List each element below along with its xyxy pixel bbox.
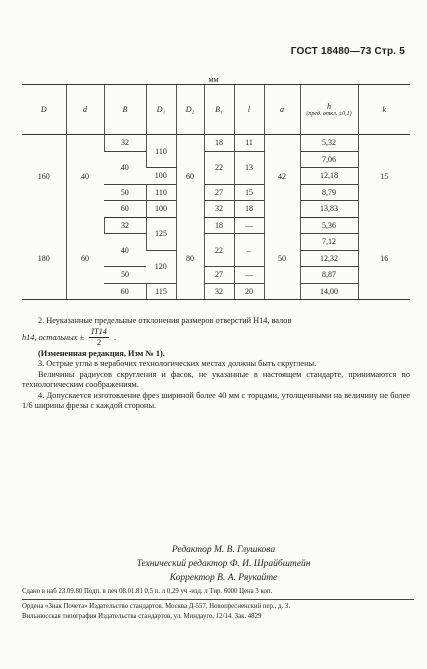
col-header-h-tolerance: (пред. откл. ±0,1)	[306, 110, 352, 117]
cell-B1: 32	[204, 283, 234, 300]
col-header-B: B	[104, 85, 146, 135]
cell-h: 5,36	[300, 217, 358, 234]
col-header-h	[300, 85, 358, 135]
note-2	[22, 316, 410, 327]
cell-D1: 110	[146, 184, 176, 201]
note-2-tail	[22, 327, 410, 349]
dimensions-table	[22, 84, 410, 300]
cell-B1: 18	[204, 135, 234, 152]
cell-B: 50	[104, 184, 146, 201]
note-2-tail-post: .	[113, 332, 117, 342]
cell-B1: 27	[204, 267, 234, 284]
col-header-l: l	[234, 85, 264, 135]
cell-k: 15	[358, 135, 410, 218]
cell-k: 16	[358, 217, 410, 300]
note-3: 3. Острые углы в нерабочих технологических местах должны быть скруглены.	[38, 359, 317, 368]
col-header-h-label: h	[327, 101, 331, 111]
note-3b: Величины радиусов скругления и фасок, не указанные в настоящем стандарте, принимаются по технологическим соображениям.	[22, 369, 410, 389]
cell-D1: 100	[146, 201, 176, 218]
cell-D2: 60	[176, 135, 204, 218]
cell-h: 7,12	[300, 234, 358, 251]
tech-editor-line: Технический редактор Ф. И. Шрайбштейн	[136, 559, 311, 569]
cell-D2: 80	[176, 217, 204, 300]
cell-B: 50	[104, 267, 146, 284]
imprint-block	[22, 587, 414, 622]
cell-h: 12,32	[300, 250, 358, 267]
notes-section	[22, 316, 410, 412]
cell-d: 40	[66, 135, 104, 218]
cell-B: 40	[104, 234, 146, 267]
cell-l: 20	[234, 283, 264, 300]
col-header-d: d	[66, 85, 104, 135]
cell-B1: 22	[204, 234, 234, 267]
cell-l: –	[234, 234, 264, 267]
col-header-a: a	[264, 85, 300, 135]
note-2-text: 2. Неуказанные предельные отклонения размеров отверстий Н14, валов	[38, 316, 292, 325]
units-label: мм	[208, 75, 219, 84]
cell-a: 42	[264, 135, 300, 218]
cell-B1: 27	[204, 184, 234, 201]
col-header-D: D	[22, 85, 66, 135]
col-header-B1: B₁	[204, 85, 234, 135]
cell-D1: 110	[146, 135, 176, 168]
note-2-tail-pre: h14, остальных ±	[22, 332, 85, 342]
col-header-D1: D₁	[146, 85, 176, 135]
imprint-line-2: Ордена «Знак Почета» Издательство стандартов. Москва Д-557, Новопресненский пер., д. 3.	[22, 603, 291, 610]
cell-D: 180	[22, 217, 66, 300]
cell-l: 11	[234, 135, 264, 152]
col-header-D2: D₂	[176, 85, 204, 135]
cell-h: 7,06	[300, 151, 358, 168]
editor-line: Редактор М. В. Глушкова	[171, 545, 276, 555]
fraction-denominator: 2	[96, 338, 102, 347]
table-row	[22, 217, 410, 234]
cell-D1: 120	[146, 250, 176, 283]
table-row	[22, 135, 410, 152]
fraction-numerator: IT14	[89, 327, 109, 339]
imprint-line-1: Сдано в наб 23.09.80 Подп. в печ 08.01.81 0,5 п. л 0,29 уч -изд. л Тир. 6000 Цена 3 коп.	[22, 588, 273, 595]
cell-h: 12,18	[300, 168, 358, 185]
cell-B1: 32	[204, 201, 234, 218]
cell-B: 40	[104, 151, 146, 184]
cell-l: 13	[234, 151, 264, 184]
cell-B: 32	[104, 217, 146, 234]
page-header: ГОСТ 18480—73 Стр. 5	[290, 46, 405, 57]
cell-B1: 22	[204, 151, 234, 184]
cell-l: 15	[234, 184, 264, 201]
cell-l: —	[234, 267, 264, 284]
amendment-note: (Измененная редакция, Изм № 1).	[38, 348, 165, 358]
cell-a: 50	[264, 217, 300, 300]
imprint-line-3: Вильнюсская типография Издательства стандартов, ул. Миндауго, 12/14. Зак. 4829	[22, 613, 262, 620]
cell-D: 160	[37, 171, 50, 181]
table-header-row	[22, 85, 410, 135]
imprint-divider	[22, 599, 414, 600]
cell-l: 18	[234, 201, 264, 218]
cell-h: 14,00	[300, 283, 358, 300]
cell-h: 8,79	[300, 184, 358, 201]
cell-D1: 100	[146, 168, 176, 185]
col-header-k: k	[358, 85, 410, 135]
cell-l: —	[234, 217, 264, 234]
editors-block	[0, 543, 427, 585]
cell-D1: 115	[146, 283, 176, 300]
cell-h: 8,87	[300, 267, 358, 284]
corrector-line: Корректор В. А. Ряукайте	[169, 573, 278, 583]
cell-B: 60	[104, 283, 146, 300]
tolerance-fraction	[89, 327, 109, 349]
note-4: 4. Допускается изготовление фрез шириной более 40 мм с торцами, утолщенными на величину не более 1/6 ширины фрезы с каждой стороны.	[22, 390, 410, 410]
cell-D1: 125	[146, 217, 176, 250]
cell-h: 5,32	[300, 135, 358, 152]
cell-B: 32	[104, 135, 146, 152]
cell-d: 60	[66, 217, 104, 300]
cell-h: 13,83	[300, 201, 358, 218]
cell-B: 60	[104, 201, 146, 218]
cell-B1: 18	[204, 217, 234, 234]
